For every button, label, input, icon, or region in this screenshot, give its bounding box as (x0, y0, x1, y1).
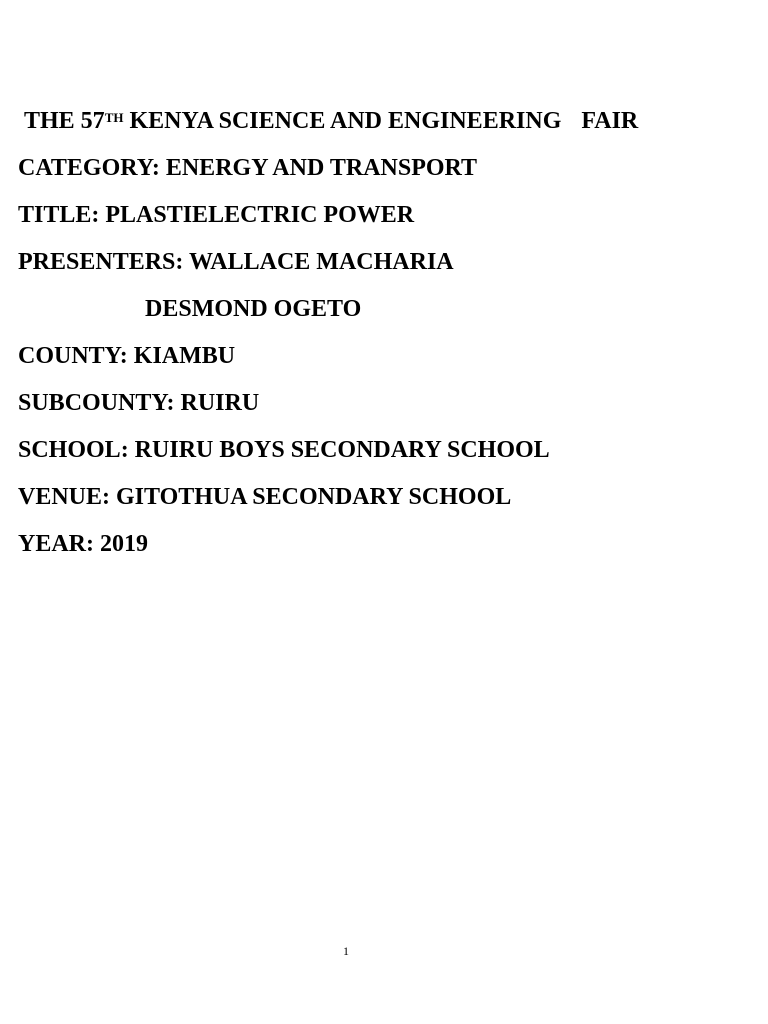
fair-title (24, 107, 638, 135)
subcounty-line: SUBCOUNTY: RUIRU (18, 390, 260, 416)
second-presenter-line: DESMOND OGETO (145, 296, 362, 322)
category-line: CATEGORY: ENERGY AND TRANSPORT (18, 155, 478, 181)
county-line: COUNTY: KIAMBU (18, 343, 236, 369)
fair-title-prefix: THE 57 (24, 108, 105, 134)
fair-title-ordinal: TH (104, 110, 124, 125)
year-line: YEAR: 2019 (18, 531, 148, 557)
fair-title-suffix: KENYA SCIENCE AND ENGINEERING (123, 108, 562, 134)
fair-title-tail: FAIR (581, 108, 639, 134)
project-title-line: TITLE: PLASTIELECTRIC POWER (18, 202, 415, 228)
school-line: SCHOOL: RUIRU BOYS SECONDARY SCHOOL (18, 437, 550, 463)
venue-line: VENUE: GITOTHUA SECONDARY SCHOOL (18, 484, 512, 510)
page-number: 1 (343, 944, 349, 958)
presenters-line: PRESENTERS: WALLACE MACHARIA (18, 249, 454, 275)
